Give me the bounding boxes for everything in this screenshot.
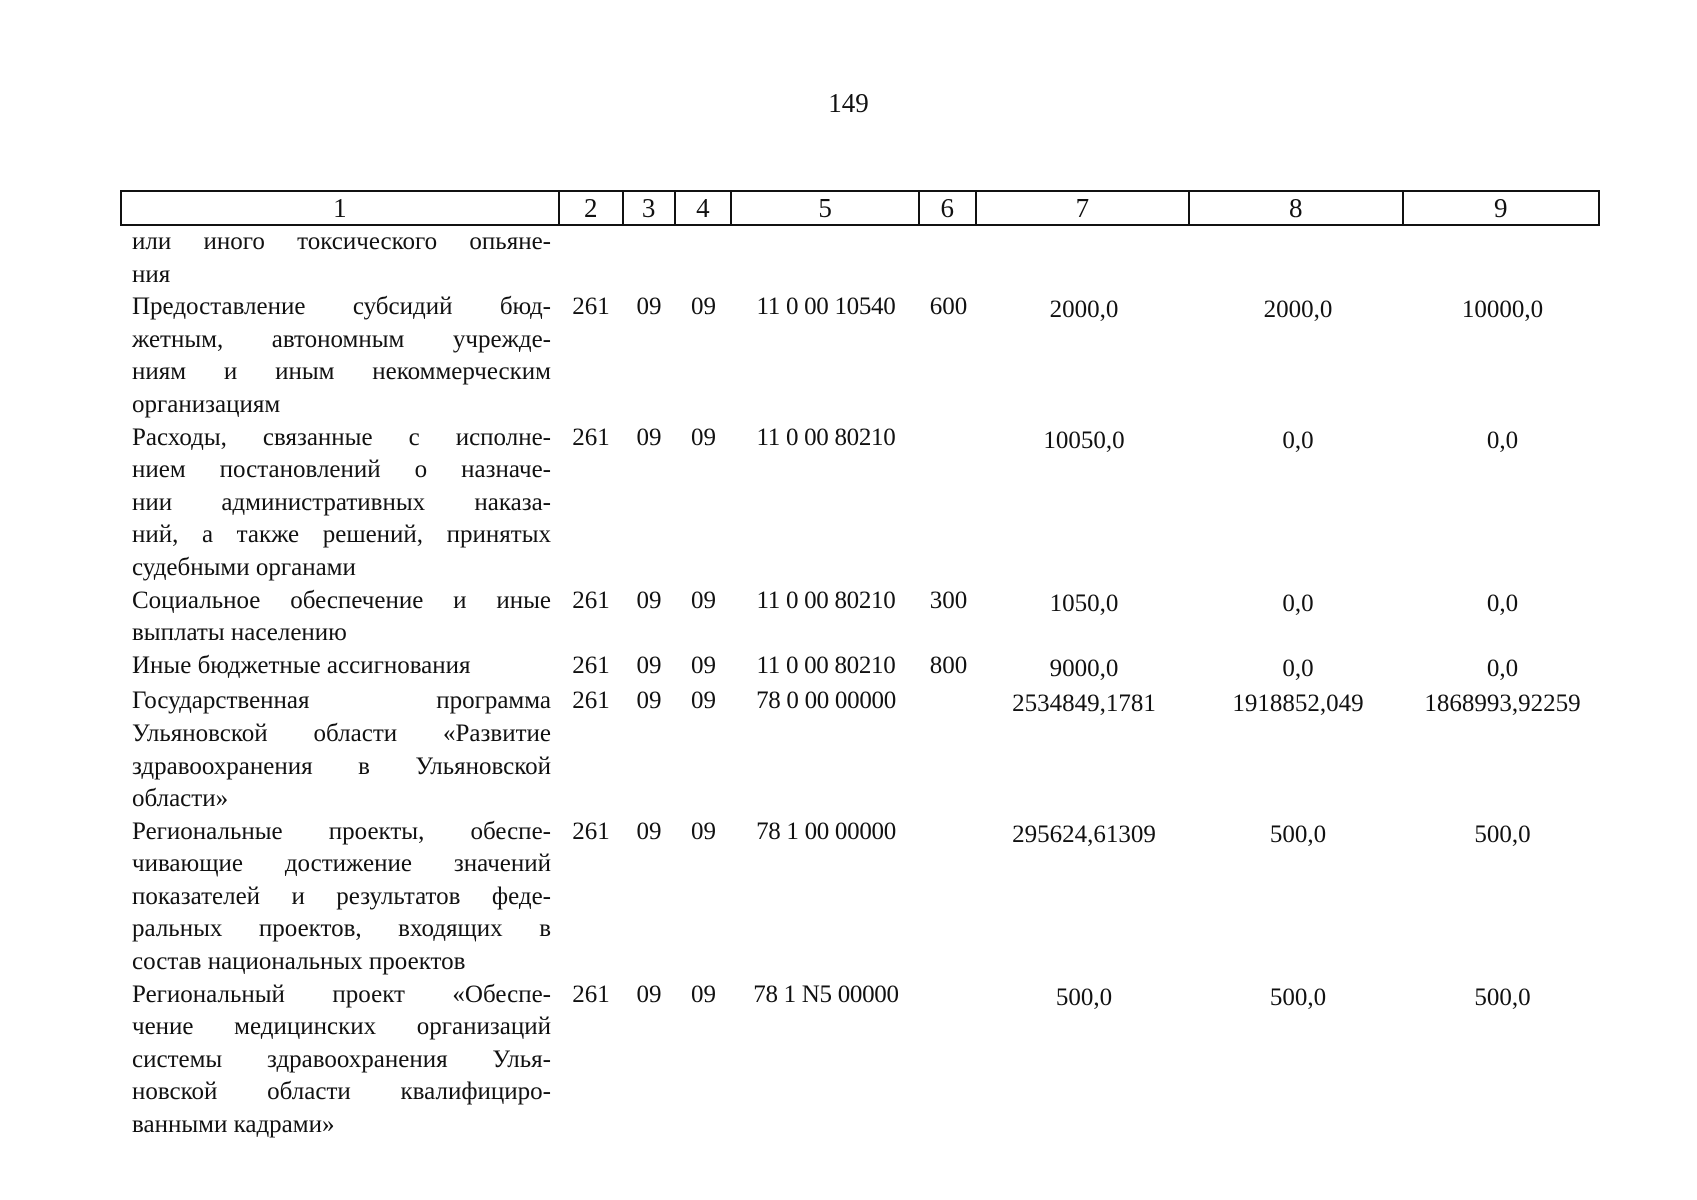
description-line: здравоохранения в Ульяновской	[132, 752, 551, 780]
amount-col9-cell: 0,0	[1486, 426, 1519, 454]
description-line: выплаты населению	[132, 619, 347, 647]
amount-col7-cell: 2534849,1781	[1012, 690, 1156, 718]
target-article-cell: 78 0 00 00000	[756, 687, 896, 715]
expense-type-cell	[920, 422, 977, 585]
subsection-cell: 09	[691, 293, 716, 321]
amount-col9-cell: 500,0	[1474, 983, 1531, 1011]
row-description	[120, 685, 559, 815]
column-header-9: 9	[1494, 192, 1508, 223]
expense-type-cell: 300	[929, 586, 968, 614]
target-article-cell: 11 0 00 80210	[756, 651, 896, 679]
admin-code-cell: 261	[572, 423, 610, 451]
description-line: нии административных наказа-	[132, 488, 551, 516]
description-line: ний, а также решений, принятых	[132, 521, 551, 549]
target-article-cell: 78 1 N5 00000	[753, 980, 899, 1008]
expense-type-cell: 600	[929, 293, 968, 321]
description-line: или иного токсического опьяне-	[132, 228, 551, 255]
description-line: Государственная программа	[132, 687, 551, 715]
amount-col8-cell: 0,0	[1282, 589, 1314, 617]
admin-code-cell	[559, 226, 623, 291]
page-number: 149	[828, 88, 869, 118]
admin-code-cell: 261	[572, 687, 610, 715]
target-article-cell: 11 0 00 10540	[756, 293, 896, 321]
column-header-7: 7	[977, 192, 1190, 224]
expense-type-cell	[920, 816, 977, 979]
table-row	[120, 226, 1600, 291]
admin-code-cell: 261	[572, 586, 610, 614]
row-description	[120, 291, 559, 421]
target-article-cell: 11 0 00 80210	[756, 586, 896, 614]
amount-col7-cell: 1050,0	[1049, 589, 1119, 617]
amount-col8-cell: 500,0	[1269, 820, 1327, 848]
table-row	[120, 816, 1600, 979]
column-header-3: 3	[624, 192, 676, 224]
description-line: Социальное обеспечение и иные	[132, 586, 551, 614]
description-line: жетным, автономным учрежде-	[132, 325, 551, 353]
expense-type-cell	[920, 685, 977, 815]
admin-code-cell: 261	[572, 817, 610, 845]
amount-col7-cell: 500,0	[1055, 983, 1113, 1011]
amount-col7-cell	[977, 226, 1191, 291]
table-row	[120, 585, 1600, 650]
description-line: судебными органами	[132, 553, 356, 581]
description-line: нием постановлений о назначе-	[132, 456, 551, 484]
expense-type-cell	[920, 979, 977, 1142]
row-description	[120, 979, 559, 1142]
description-line: организациям	[132, 390, 281, 418]
description-line: состав национальных проектов	[132, 948, 466, 976]
subsection-cell: 09	[691, 817, 716, 845]
target-article-cell	[732, 226, 920, 291]
amount-col8-cell: 0,0	[1282, 654, 1314, 682]
table-row	[120, 422, 1600, 585]
subsection-cell: 09	[691, 687, 716, 715]
column-header-4: 4	[676, 192, 733, 224]
table-row	[120, 650, 1600, 686]
expense-type-cell	[920, 226, 977, 291]
section-cell: 09	[636, 586, 662, 614]
subsection-cell: 09	[691, 980, 716, 1008]
row-description	[120, 650, 559, 686]
amount-col9-cell	[1405, 226, 1600, 291]
description-line: Региональные проекты, обеспе-	[132, 817, 551, 845]
description-line: ванными кадрами»	[132, 1111, 335, 1139]
column-header-1: 1	[122, 192, 560, 224]
subsection-cell: 09	[691, 586, 716, 614]
description-line: Региональный проект «Обеспе-	[132, 980, 551, 1008]
description-line: ния	[132, 260, 171, 288]
column-header-8: 8	[1190, 192, 1403, 224]
row-description	[120, 816, 559, 979]
table-header	[120, 190, 1600, 226]
amount-col7-cell: 10050,0	[1043, 426, 1125, 454]
subsection-cell	[675, 226, 732, 291]
section-cell	[623, 226, 675, 291]
amount-col8-cell: 0,0	[1282, 426, 1314, 454]
table-row	[120, 979, 1600, 1142]
admin-code-cell: 261	[572, 980, 610, 1008]
amount-col8-cell: 1918852,049	[1232, 690, 1364, 718]
description-line: чивающие достижение значений	[132, 850, 551, 878]
description-line: Ульяновской области «Развитие	[132, 719, 551, 747]
table-row	[120, 685, 1600, 815]
description-line: Предоставление субсидий бюд-	[132, 293, 551, 321]
description-line: Расходы, связанные с исполне-	[132, 423, 551, 451]
table-row	[120, 291, 1600, 421]
amount-col9-cell: 10000,0	[1461, 296, 1544, 324]
section-cell: 09	[636, 817, 662, 845]
description-line: чение медицинских организаций	[132, 1013, 551, 1041]
amount-col8-cell: 2000,0	[1263, 296, 1333, 324]
row-description	[120, 226, 559, 291]
column-header-2: 2	[560, 192, 624, 224]
description-line: показателей и результатов феде-	[132, 882, 551, 910]
section-cell: 09	[636, 687, 662, 715]
admin-code-cell: 261	[572, 293, 610, 321]
row-description	[120, 585, 559, 650]
amount-col7-cell: 9000,0	[1049, 654, 1119, 682]
amount-col7-cell: 295624,61309	[1012, 820, 1156, 848]
expense-type-cell: 800	[929, 651, 968, 679]
table-body	[120, 226, 1600, 1142]
amount-col8-cell	[1191, 226, 1405, 291]
target-article-cell: 78 1 00 00000	[756, 817, 896, 845]
description-line: ральных проектов, входящих в	[132, 915, 551, 943]
amount-col9-cell: 1868993,92259	[1424, 690, 1581, 718]
section-cell: 09	[636, 651, 662, 679]
section-cell: 09	[636, 980, 662, 1008]
column-header-6: 6	[920, 192, 977, 224]
description-line: ниям и иным некоммерческим	[132, 358, 551, 386]
amount-col9-cell: 0,0	[1486, 654, 1519, 682]
description-line: новской области квалифициро-	[132, 1078, 551, 1106]
section-cell: 09	[636, 423, 662, 451]
amount-col8-cell: 500,0	[1269, 983, 1327, 1011]
amount-col7-cell: 2000,0	[1049, 296, 1119, 324]
amount-col9-cell: 0,0	[1486, 589, 1519, 617]
row-description	[120, 422, 559, 585]
admin-code-cell: 261	[572, 651, 610, 679]
target-article-cell: 11 0 00 80210	[756, 423, 896, 451]
description-line: области»	[132, 785, 229, 813]
description-line: Иные бюджетные ассигнования	[132, 651, 471, 679]
subsection-cell: 09	[691, 423, 716, 451]
column-header-5: 5	[732, 192, 919, 224]
amount-col9-cell: 500,0	[1474, 820, 1531, 848]
section-cell: 09	[636, 293, 662, 321]
subsection-cell: 09	[691, 651, 716, 679]
description-line: системы здравоохранения Улья-	[132, 1045, 551, 1073]
